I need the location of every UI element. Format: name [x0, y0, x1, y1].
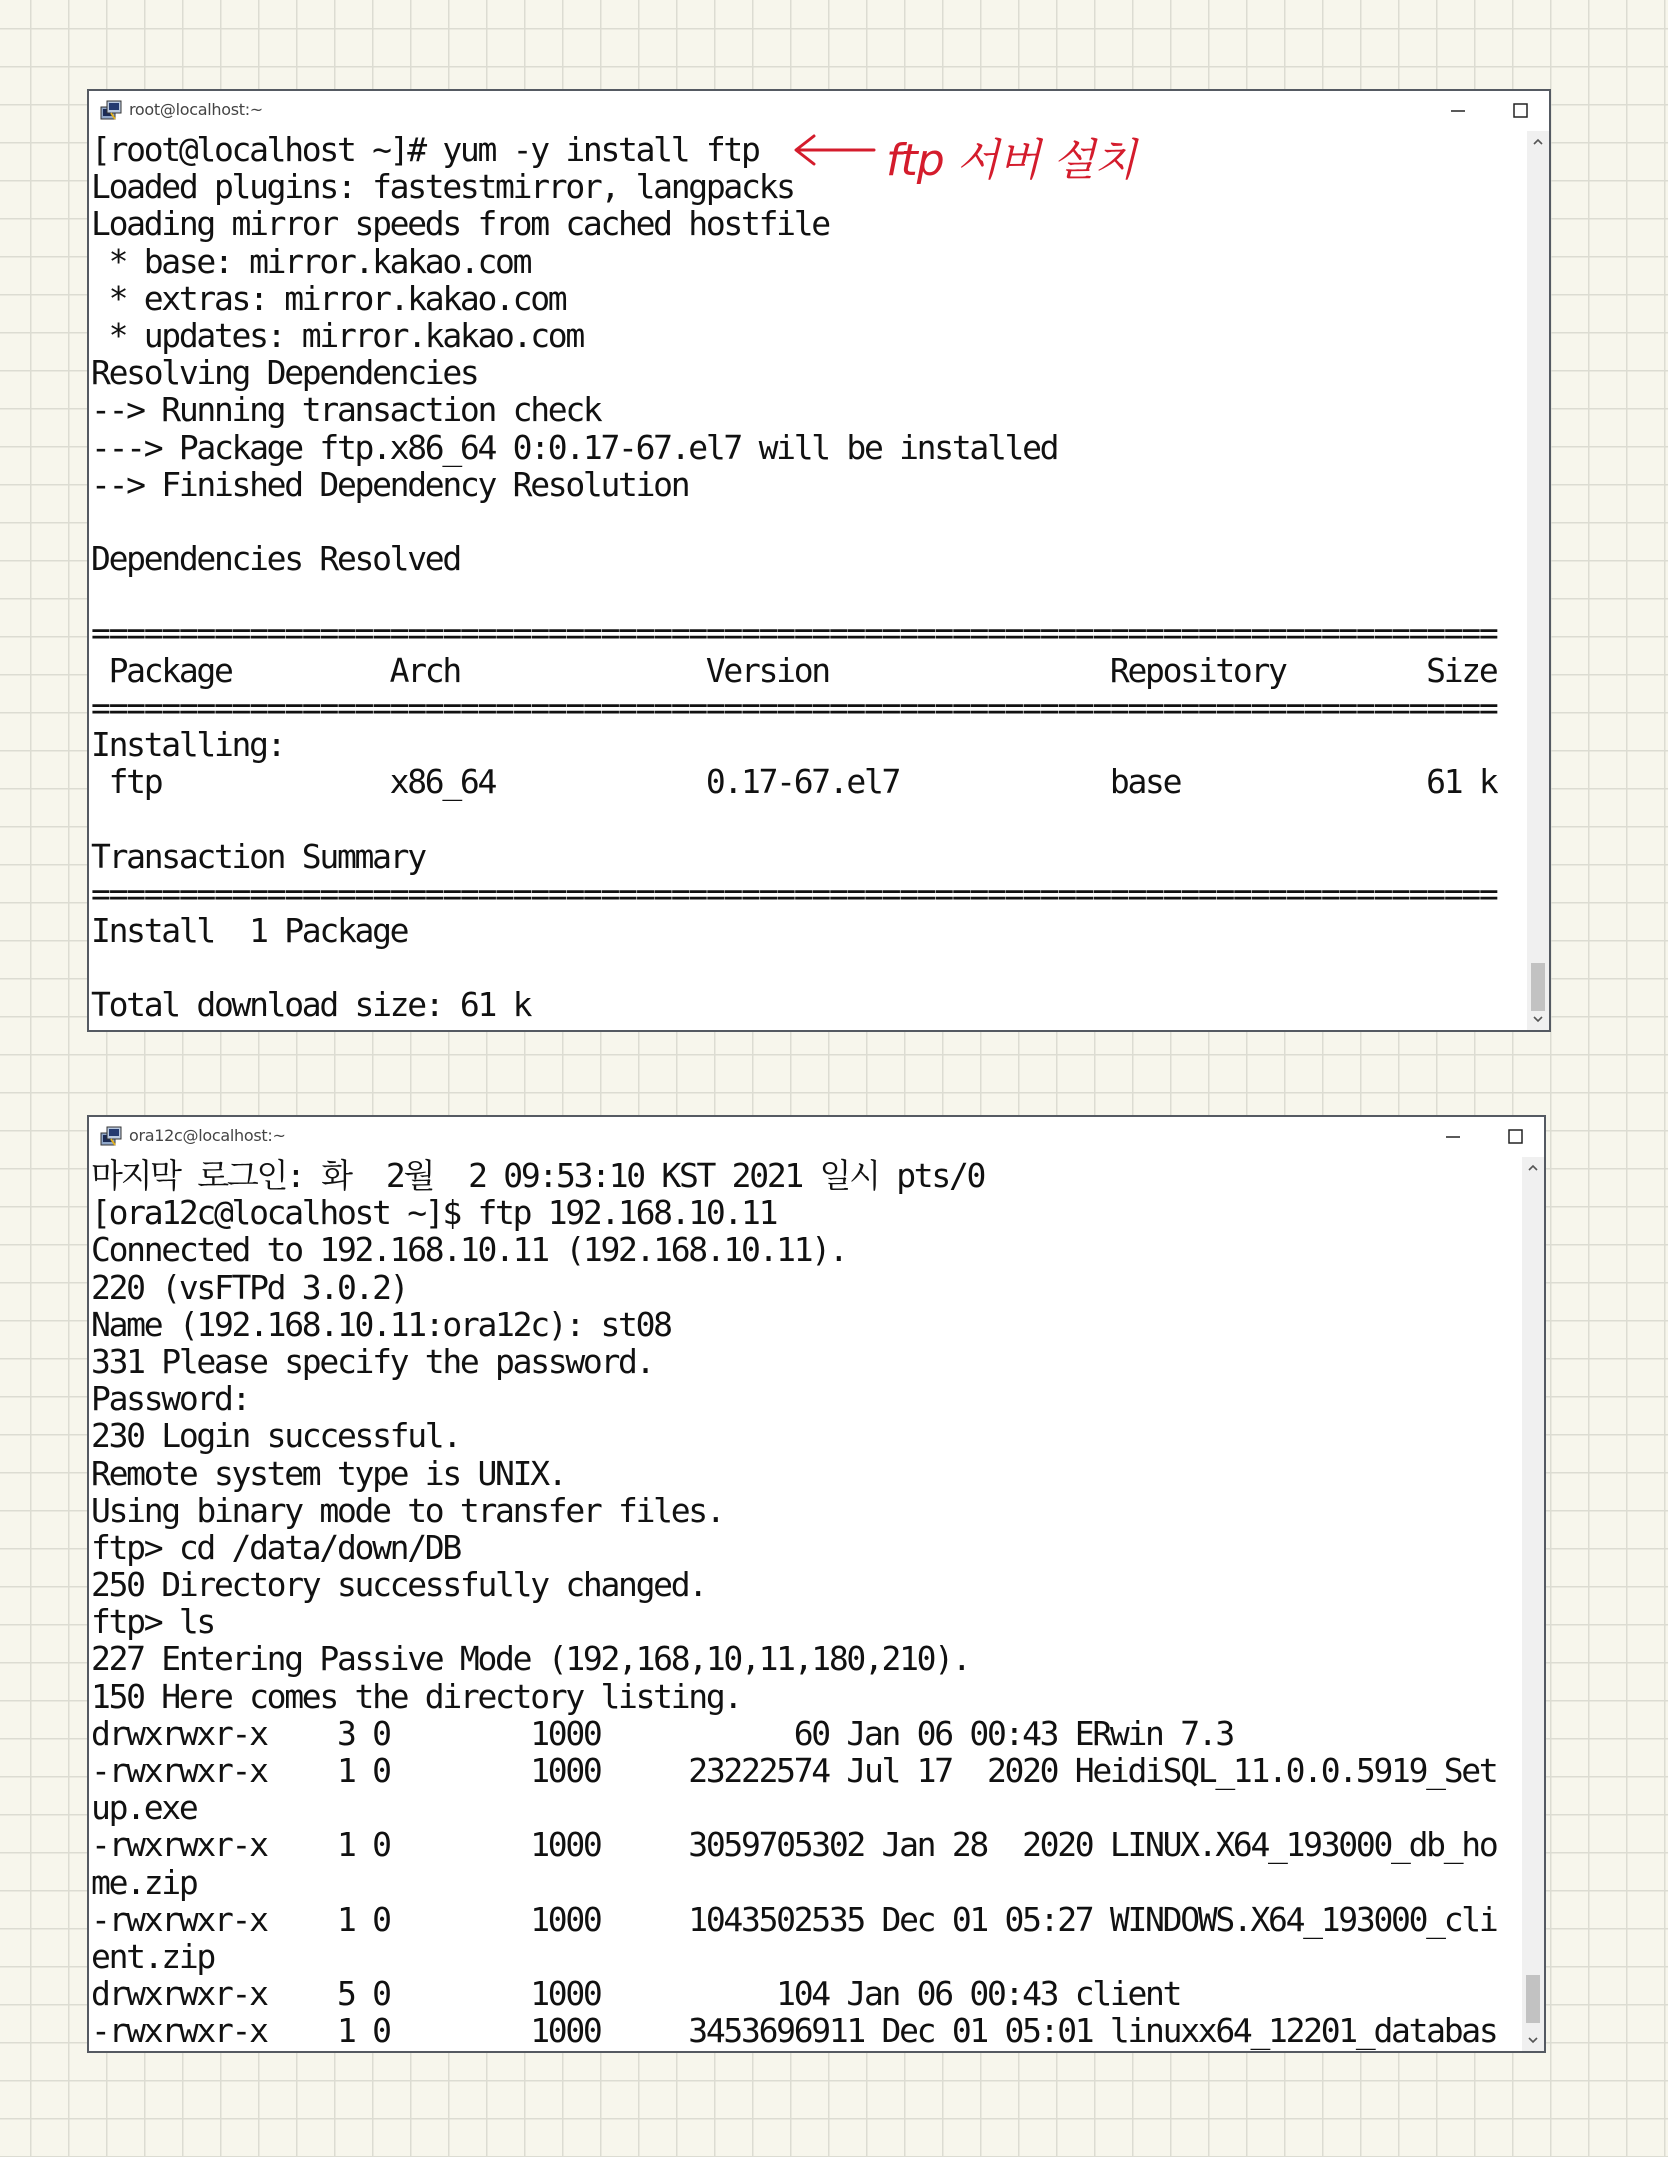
terminal-line: Loading mirror speeds from cached hostfile — [91, 204, 829, 244]
terminal-line: ---> Package ftp.x86_64 0:0.17-67.el7 will be installed — [91, 427, 1058, 467]
terminal-line: -rwxrwxr-x 1 0 1000 23222574 Jul 17 2020 HeidiSQL_11.0.0.5919_Set — [91, 1751, 1497, 1790]
maximize-icon — [1504, 1126, 1526, 1148]
terminal-line: ================================================================================ — [91, 613, 1497, 653]
terminal-line: me.zip — [91, 1862, 197, 1902]
terminal-line: Connected to 192.168.10.11 (192.168.10.11). — [91, 1230, 847, 1270]
scroll-up-icon[interactable] — [1527, 1163, 1539, 1173]
maximize-button[interactable] — [1490, 91, 1550, 131]
putty-terminal-icon — [99, 1125, 123, 1149]
terminal-window-ora12c[interactable] — [87, 1115, 1546, 2053]
scrollbar-thumb[interactable] — [1526, 1975, 1540, 2023]
terminal-line: 331 Please specify the password. — [91, 1341, 654, 1381]
terminal-line: -rwxrwxr-x 1 0 1000 3059705302 Jan 28 2020 LINUX.X64_193000_db_ho — [91, 1825, 1497, 1865]
window-title: root@localhost:~ — [129, 100, 263, 119]
scroll-down-icon[interactable] — [1532, 1014, 1544, 1024]
terminal-line — [91, 577, 1527, 614]
handwritten-annotation — [790, 124, 1136, 190]
terminal-line: Using binary mode to transfer files. — [91, 1490, 724, 1530]
terminal-line: ================================================================================ — [91, 687, 1497, 727]
window-title: ora12c@localhost:~ — [129, 1126, 286, 1145]
terminal-line: * extras: mirror.kakao.com — [91, 278, 566, 318]
terminal-line: Dependencies Resolved — [91, 539, 460, 579]
scroll-down-icon[interactable] — [1527, 2035, 1539, 2045]
terminal-line: 150 Here comes the directory listing. — [91, 1676, 742, 1716]
scroll-up-icon[interactable] — [1532, 137, 1544, 147]
terminal-line: --> Finished Dependency Resolution — [91, 464, 689, 504]
terminal-line: Package Arch Version Repository Size — [91, 650, 1497, 690]
terminal-output[interactable] — [91, 1157, 1522, 2051]
terminal-line: drwxrwxr-x 3 0 1000 60 Jan 06 00:43 ERwin 7.3 — [91, 1713, 1233, 1753]
title-bar[interactable] — [89, 1117, 1544, 1157]
terminal-line: ftp> cd /data/down/DB — [91, 1527, 460, 1567]
minimize-icon — [1447, 100, 1469, 122]
terminal-line: 220 (vsFTPd 3.0.2) — [91, 1267, 408, 1307]
terminal-line: ent.zip — [91, 1936, 214, 1976]
minimize-button[interactable] — [1428, 91, 1488, 131]
terminal-line: Loaded plugins: fastestmirror, langpacks — [91, 167, 794, 207]
terminal-line — [91, 800, 1527, 837]
terminal-line: 250 Directory successfully changed. — [91, 1565, 706, 1605]
terminal-line: Total download size: 61 k — [91, 985, 531, 1025]
terminal-line: Resolving Dependencies — [91, 353, 478, 393]
minimize-button[interactable] — [1423, 1117, 1483, 1157]
maximize-icon — [1509, 100, 1531, 122]
terminal-line: Install 1 Package — [91, 910, 408, 950]
terminal-line: 마지막 로그인: 화 2월 2 09:53:10 KST 2021 일시 pts/0 — [91, 1157, 985, 1195]
terminal-line — [91, 949, 1527, 986]
vertical-scrollbar[interactable] — [1527, 131, 1549, 1030]
terminal-line: Password: — [91, 1379, 250, 1419]
terminal-line: -rwxrwxr-x 1 0 1000 1043502535 Dec 01 05:27 WINDOWS.X64_193000_cli — [91, 1899, 1497, 1939]
terminal-window-root[interactable] — [87, 89, 1551, 1032]
terminal-line: Installing: — [91, 725, 285, 764]
terminal-line: * updates: mirror.kakao.com — [91, 315, 583, 355]
terminal-output[interactable] — [91, 131, 1527, 1030]
vertical-scrollbar[interactable] — [1522, 1157, 1544, 2051]
terminal-line: -rwxrwxr-x 1 0 1000 3453696911 Dec 01 05:01 linuxx64_12201_databas — [91, 2011, 1497, 2051]
terminal-line — [91, 503, 1527, 540]
terminal-line: 227 Entering Passive Mode (192,168,10,11,180,210). — [91, 1639, 970, 1679]
terminal-line: --> Running transaction check — [91, 390, 601, 430]
terminal-line: [ora12c@localhost ~]$ ftp 192.168.10.11 — [91, 1193, 777, 1233]
terminal-line: up.exe — [91, 1788, 197, 1828]
terminal-line: * base: mirror.kakao.com — [91, 241, 531, 281]
terminal-line: ftp x86_64 0.17-67.el7 base 61 k — [91, 762, 1497, 802]
left-arrow-icon — [790, 130, 880, 170]
terminal-line: Remote system type is UNIX. — [91, 1453, 566, 1493]
terminal-line: 230 Login successful. — [91, 1416, 460, 1456]
maximize-button[interactable] — [1485, 1117, 1545, 1157]
terminal-line: Transaction Summary — [91, 836, 425, 876]
annotation-text: ftp 서버 설치 — [886, 135, 1136, 186]
terminal-line: ================================================================================ — [91, 873, 1497, 913]
scrollbar-thumb[interactable] — [1531, 963, 1545, 1011]
terminal-line: ftp> ls — [91, 1602, 214, 1642]
minimize-icon — [1442, 1126, 1464, 1148]
terminal-line: drwxrwxr-x 5 0 1000 104 Jan 06 00:43 client — [91, 1974, 1181, 2014]
terminal-line: [root@localhost ~]# yum -y install ftp — [91, 131, 759, 169]
putty-terminal-icon — [99, 99, 123, 123]
terminal-line: Name (192.168.10.11:ora12c): st08 — [91, 1304, 671, 1344]
